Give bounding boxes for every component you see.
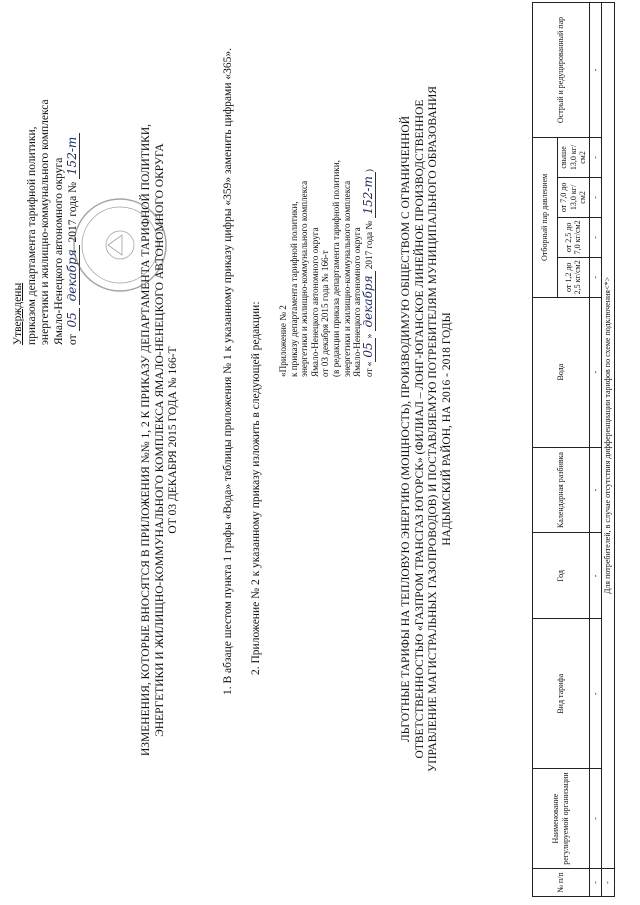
tariff-title-line: УПРАВЛЕНИЕ МАГИСТРАЛЬНЫХ ГАЗОПРОВОДОВ) И ПОСТАВЛЯЕМУЮ ПОТРЕБИТЕЛЯМ МУНИЦИПАЛЬНОГО ОБРАЗОВАНИЯ: [427, 86, 439, 772]
approval-block: [12, 15, 81, 345]
cell-org: -: [589, 769, 602, 869]
tariff-title-line: НАДЫМСКИЙ РАЙОН, НА 2016 - 2018 ГОДЫ: [440, 312, 453, 546]
cell-steam-2: -: [589, 217, 602, 257]
table-row: [589, 3, 602, 897]
header-steam-3: от 7,0 до 13,0 кг/см2: [558, 177, 590, 217]
appendix-2-date: от «05» декабря 2017 года № 152-т): [360, 169, 375, 377]
appendix-2-number: 152-т: [361, 172, 376, 218]
footnote-text: Для потребителей, в случае отсутствия дифференциации тарифов по схеме подключения<*>: [602, 3, 615, 869]
appendix-2-line: Ямало-Ненецкого автономного округа: [309, 227, 320, 377]
header-tariff-type: Вид тарифа: [533, 619, 590, 769]
main-title: [140, 95, 181, 785]
appendix-2-title: «Приложение № 2: [278, 305, 288, 377]
approval-date-day: 05: [65, 308, 80, 331]
header-year: Год: [533, 533, 590, 619]
header-water: Вода: [533, 297, 590, 447]
header-steam-1: от 1,2 до 2,5 кг/см2: [558, 257, 590, 297]
cell-water: -: [589, 297, 602, 447]
tariff-title-line: ОТВЕТСТВЕННОСТЬЮ «ГАЗПРОМ ТРАНСГАЗ ЮГОРСК» (ФИЛИАЛ – ЛОНГ-ЮГАНСКОЕ ЛИНЕЙНОЕ ПРОИЗВОДСТВЕННОЕ: [413, 99, 426, 759]
approval-line: приказом департамента тарифной политики,: [25, 126, 38, 345]
approval-title: Утверждены: [12, 282, 24, 345]
table-footnote-row: [602, 3, 615, 897]
header-steam-4: свыше 13,0 кг/см2: [558, 137, 590, 177]
footnote-num: -: [602, 869, 615, 897]
appendix-2-date-day: 05: [361, 338, 376, 361]
paragraph-1: 1. В абзаце шестом пункта 1 графы «Вода» таблицы приложения № 1 к указанному приказу цифры «359» заменить цифрами «365».: [222, 48, 234, 695]
approval-date-month: декабря: [65, 245, 80, 305]
main-title-line: ОТ 03 ДЕКАБРЯ 2015 ГОДА № 166-Т: [167, 346, 179, 534]
appendix-2-date-month: декабря: [361, 271, 376, 331]
tariff-title-line: ЛЬГОТНЫЕ ТАРИФЫ НА ТЕПЛОВУЮ ЭНЕРГИЮ (МОЩНОСТЬ), ПРОИЗВОДИМУЮ ОБЩЕСТВОМ С ОГРАНИЧЕННОЙ: [400, 115, 412, 743]
appendix-2-line: энергетики и жилищно-коммунального комплекса: [299, 180, 310, 377]
tariff-table: [532, 2, 615, 897]
header-num: № п/п: [533, 869, 590, 897]
cell-calendar: -: [589, 447, 602, 533]
appendix-2-line: Ямало-Ненецкого автономного округа: [352, 227, 363, 377]
appendix-2-line: к приказу департамента тарифной политики,: [288, 201, 299, 377]
appendix-2-line: энергетики и жилищно-коммунального комплекса: [341, 180, 352, 377]
appendix-2-block: [278, 7, 374, 377]
header-sharp-steam: Острый и редуцированный пар: [533, 3, 590, 138]
cell-num: -: [589, 869, 602, 897]
header-steam-2: от 2,5 до 7,0 кг/см2: [558, 217, 590, 257]
cell-steam-1: -: [589, 257, 602, 297]
cell-year: -: [589, 533, 602, 619]
header-org: Наименование регулируемой организации: [533, 769, 590, 869]
main-title-line: ИЗМЕНЕНИЯ, КОТОРЫЕ ВНОСЯТСЯ В ПРИЛОЖЕНИЯ №№ 1, 2 К ПРИКАЗУ ДЕПАРТАМЕНТА ТАРИФНОЙ ПОЛИТИКИ,: [140, 124, 152, 757]
cell-steam-3: -: [589, 177, 602, 217]
header-calendar: Календарная разбивка: [533, 447, 590, 533]
main-title-line: ЭНЕРГЕТИКИ И ЖИЛИЩНО-КОММУНАЛЬНОГО КОМПЛЕКСА ЯМАЛО-НЕНЕЦКОГО АВТОНОМНОГО ОКРУГА: [153, 143, 166, 737]
approval-number: 152-т: [65, 133, 80, 179]
tariff-title: [400, 49, 454, 809]
cell-sharp-steam: -: [589, 3, 602, 138]
table-header-row: [533, 3, 558, 897]
header-steam: Отборный пар давлением: [533, 137, 558, 297]
cell-steam-4: -: [589, 137, 602, 177]
approval-line: энергетики и жилищно-коммунального комплекса: [39, 99, 51, 345]
approval-date: от 05 декабря 2017 года № 152-т: [66, 15, 81, 345]
paragraph-2: 2. Приложение № 2 к указанному приказу изложить в следующей редакции:: [250, 301, 262, 675]
cell-tariff-type: -: [589, 619, 602, 769]
approval-line: Ямало-Ненецкого автономного округа: [52, 157, 65, 345]
appendix-2-line: от 03 декабря 2015 года № 166-т: [320, 250, 331, 377]
appendix-2-line: (в редакции приказа департамента тарифной политики,: [330, 160, 341, 377]
